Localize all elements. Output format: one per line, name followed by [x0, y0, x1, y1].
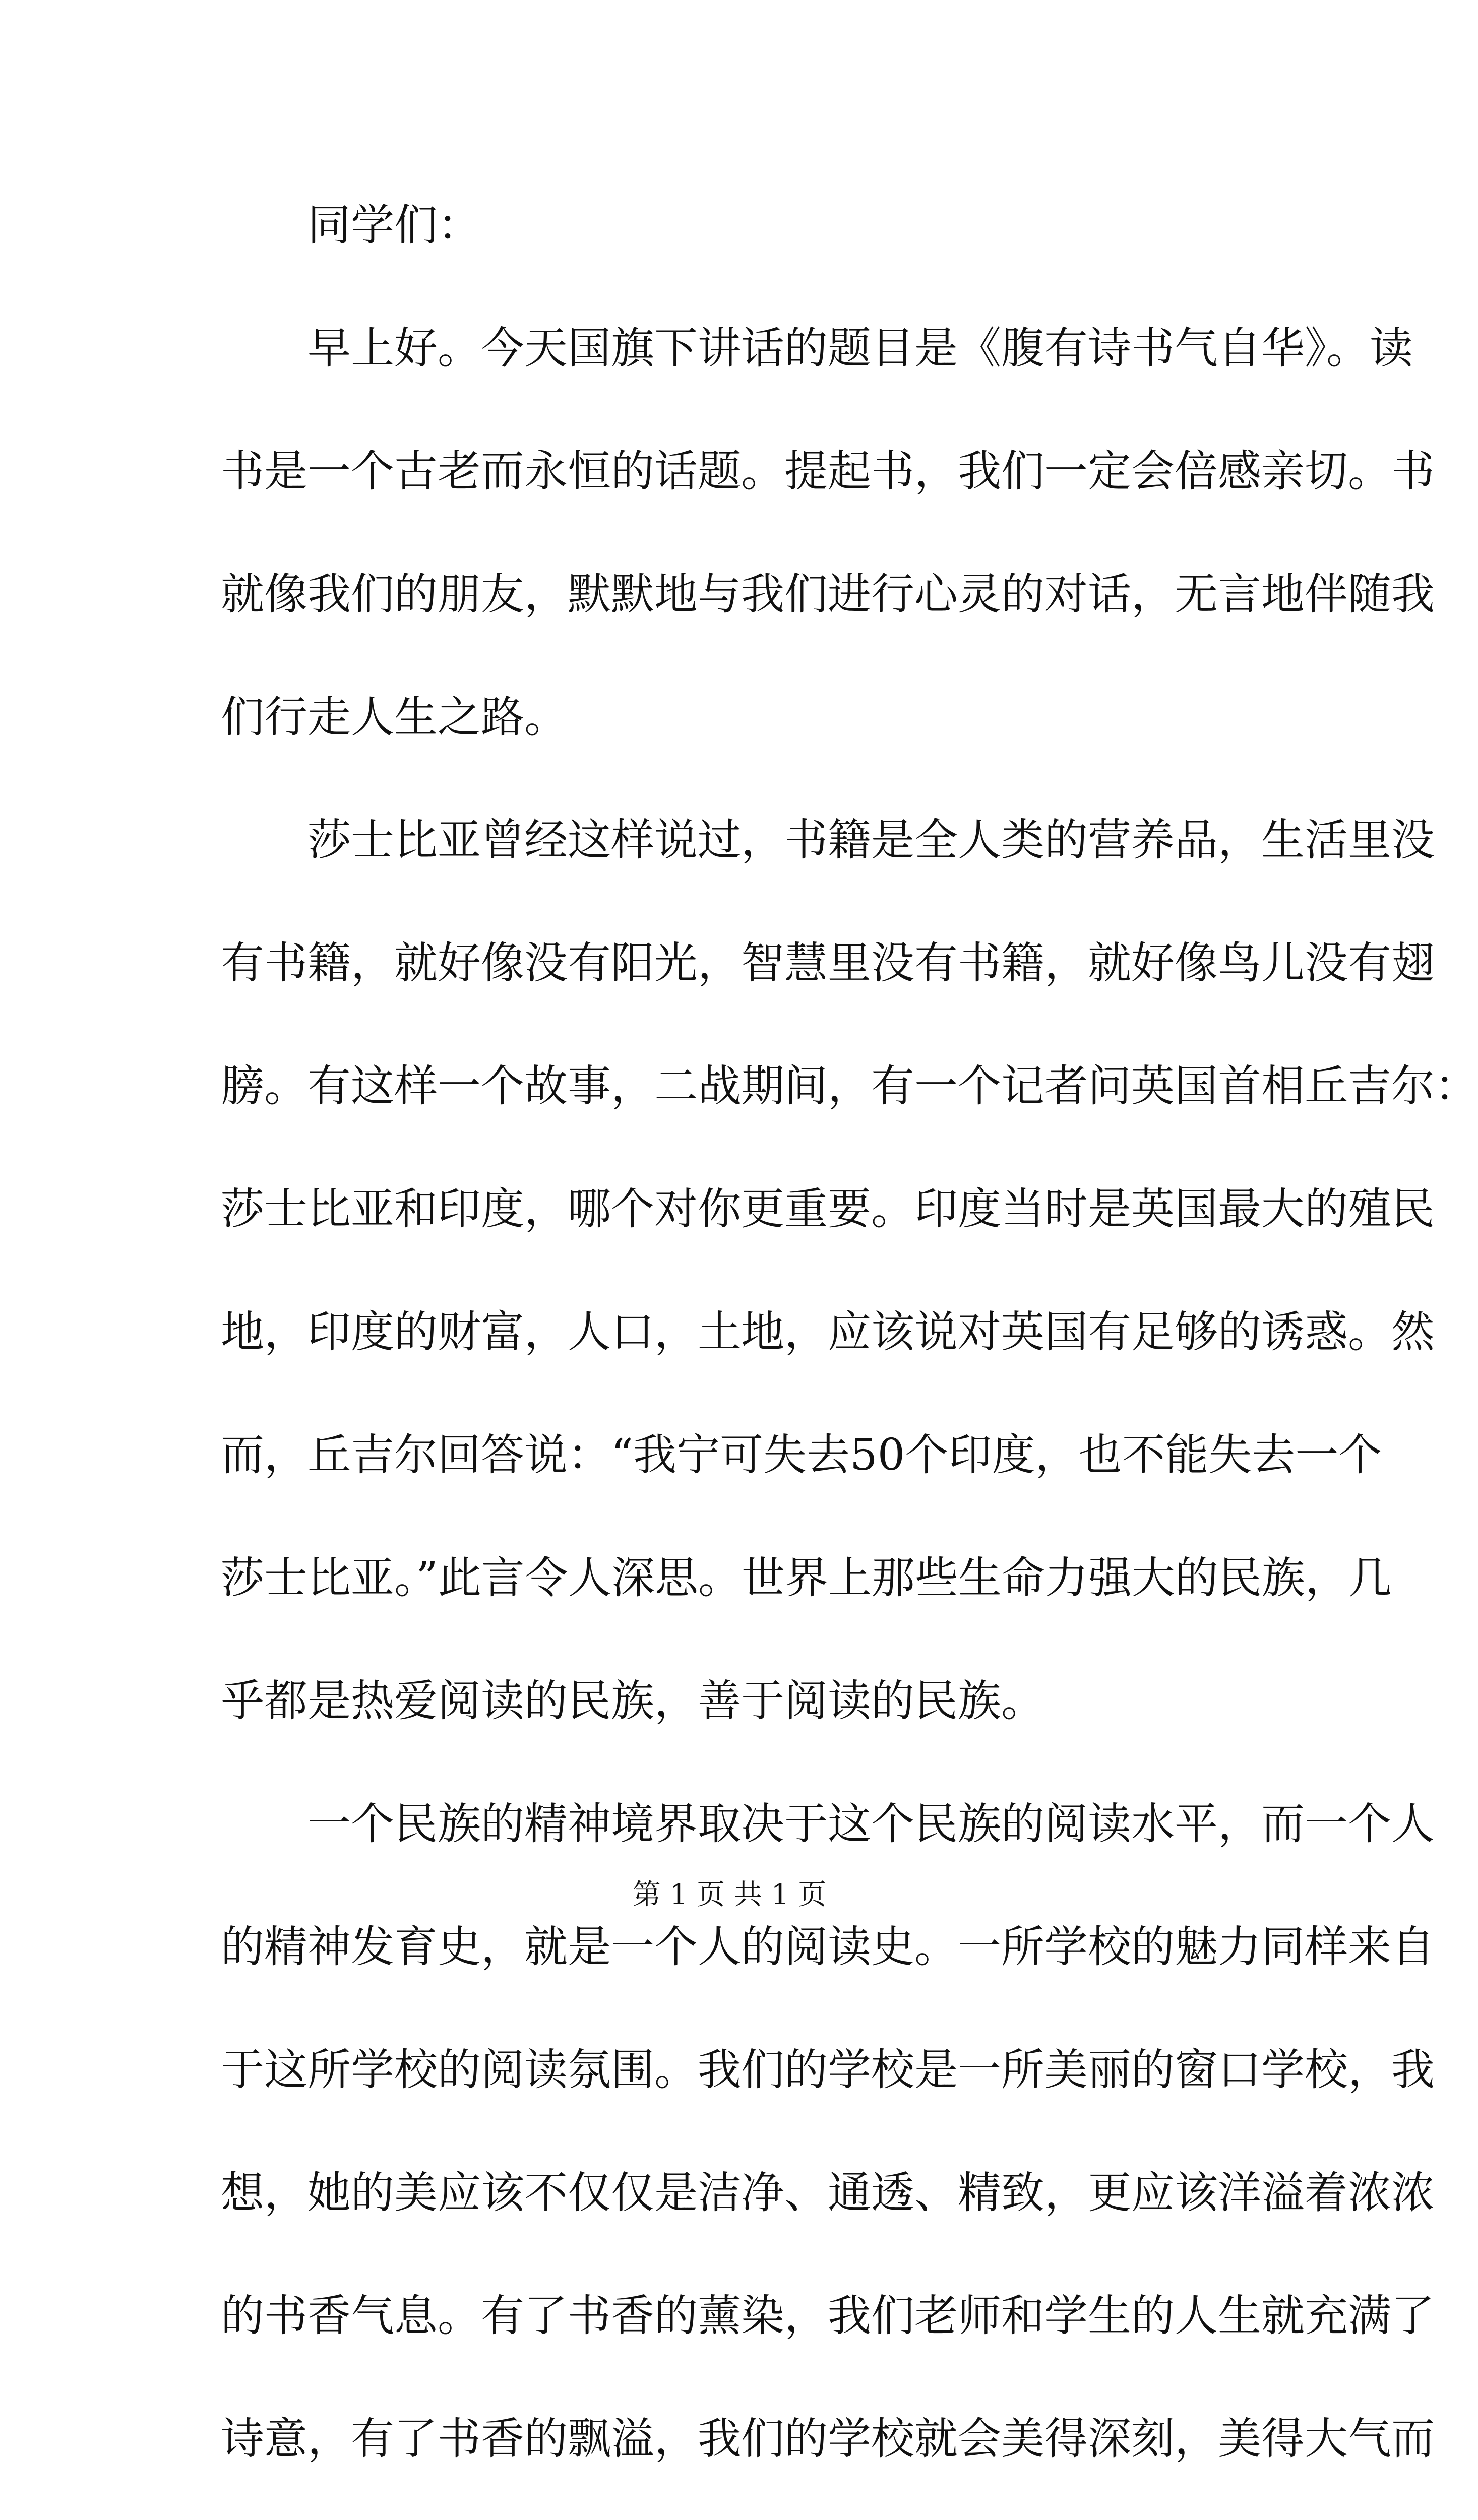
document-body: [221, 164, 1478, 2520]
text-line: 莎士比亚和印度，哪个对你更重要。印度当时是英国最大的殖民: [221, 1184, 1435, 1234]
text-line: 于这所学校的阅读氛围。我们的学校是一所美丽的窗口学校，我: [221, 2045, 1435, 2095]
text-line: 想，她的美应该不仅仅是洁净、通透、精致，更应该洋溢着浓浓: [221, 2168, 1435, 2218]
text-line: 们行走人生之路。: [221, 692, 568, 742]
text-line: 膀。有这样一个故事，二战期间，有一个记者问英国首相丘吉尔：: [221, 1061, 1478, 1111]
text-line: 的书香气息。有了书香的薰染，我们老师和学生的人生就充满了: [221, 2291, 1435, 2341]
text-line: 乎都是热爱阅读的民族，善于阅读的民族。: [221, 1676, 1044, 1726]
text-line: 就像我们的朋友，默默地与我们进行心灵的对话，无言地伴随我: [221, 569, 1435, 619]
text-line: 莎士比亚曾经这样说过，书籍是全人类的营养品，生活里没: [307, 815, 1435, 865]
text-line: 莎士比亚。”此言令人深思。世界上那些生命力强大的民族，几: [221, 1553, 1392, 1603]
text-line: [221, 2500, 1269, 2520]
text-line: 而，丘吉尔回答说：“我宁可失去50个印度，也不能失去一个: [221, 1430, 1382, 1480]
text-line: 书是一个古老而永恒的话题。提起书，我们一定会倍感亲切。书: [221, 446, 1435, 496]
text-line: 早上好。今天国旗下讲话的题目是《腹有诗书气自华》。读: [307, 323, 1413, 373]
page-footer: 第 1 页 共 1 页: [632, 1878, 827, 1911]
text-line: 诗意，有了书香的飘溢，我们的学校就会美得深刻，美得大气而: [221, 2414, 1435, 2464]
text-line: 有书籍，就好像没有阳光，智慧里没有书籍，就好像鸟儿没有翅: [221, 938, 1435, 988]
text-line: 的精神发育史，就是一个人的阅读史。一所学校的魅力同样来自: [221, 1922, 1435, 1972]
text-line: 一个民族的精神境界取决于这个民族的阅读水平，而一个人: [307, 1799, 1435, 1849]
text-line: 同学们：: [307, 200, 481, 250]
text-line: 地，印度的财富，人口，土地，应该说对英国有足够的诱惑。然: [221, 1307, 1435, 1357]
